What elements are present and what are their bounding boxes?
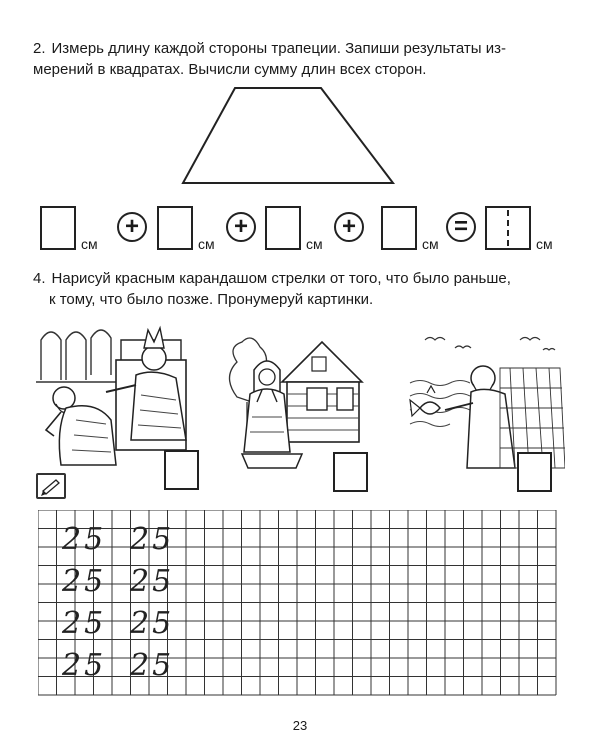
picture-1-number-box[interactable] [164,450,199,490]
plus-sign: + [226,212,256,242]
picture-2-number-box[interactable] [333,452,368,492]
side-3-answer-box[interactable] [265,206,301,250]
pencil-icon [36,473,66,499]
unit-label: см [422,236,439,252]
side-2-answer-box[interactable] [157,206,193,250]
unit-label: см [306,236,323,252]
unit-label: см [81,236,98,252]
task-4-number: 4. [33,270,46,287]
side-4-answer-box[interactable] [381,206,417,250]
trapezoid-figure [180,86,400,186]
equals-sign: = [446,212,476,242]
task-4-line-1: Нарисуй красным карандашом стрелки от того, что было раньше, [51,270,511,287]
task-2-number: 2. [33,40,46,57]
task-2-line-2: мерений в квадратах. Вычисли сумму длин всех сторон. [33,61,427,78]
side-1-answer-box[interactable] [40,206,76,250]
cursive-sample-number: 25 [62,564,107,599]
unit-label: см [198,236,215,252]
cursive-sample-number: 25 [130,564,175,599]
plus-sign: + [334,212,364,242]
task-2-text [33,38,573,80]
task-2-line-1: Измерь длину каждой стороны трапеции. Запиши результаты из- [51,40,506,57]
cursive-sample-number: 25 [62,522,107,557]
cursive-sample-number: 25 [62,648,107,683]
unit-label: см [536,236,553,252]
plus-sign: + [117,212,147,242]
cursive-sample-number: 25 [130,606,175,641]
cursive-sample-number: 25 [130,522,175,557]
task-4-text [33,268,573,310]
task-4-line-2: к тому, что было позже. Пронумеруй картинки. [49,291,374,308]
practice-grid [38,510,564,700]
cursive-sample-number: 25 [130,648,175,683]
cursive-sample-number: 25 [62,606,107,641]
picture-3-number-box[interactable] [517,452,552,492]
sum-answer-box[interactable] [485,206,531,250]
tsaritsa-and-old-man-icon [36,320,196,470]
old-woman-at-house-icon [222,322,372,472]
page-number: 23 [292,718,308,733]
